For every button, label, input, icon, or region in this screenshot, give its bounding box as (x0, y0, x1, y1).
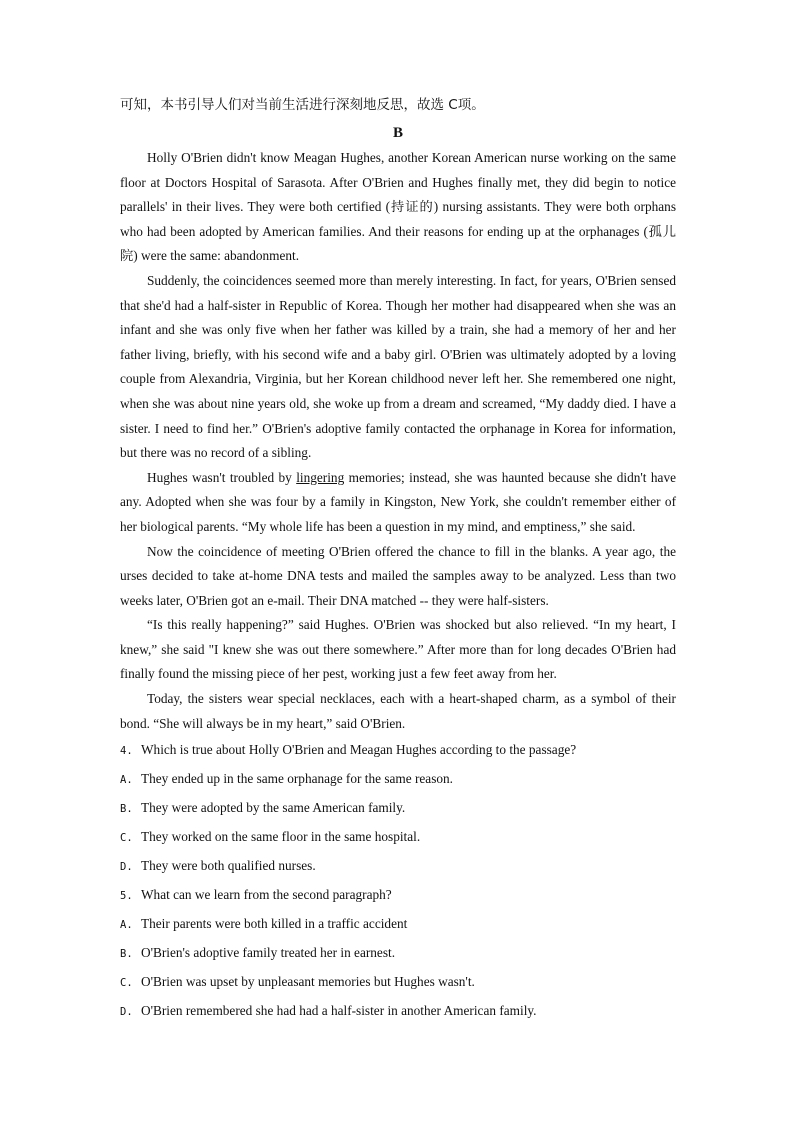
option-letter: B. (120, 948, 133, 961)
option-letter: A. (120, 774, 133, 787)
option-text: O'Brien was upset by unpleasant memories but Hughes wasn't. (141, 974, 475, 990)
option-letter: C. (120, 832, 133, 845)
option-letter: D. (120, 1006, 133, 1019)
question-stem (120, 736, 676, 765)
option-b (120, 794, 676, 823)
option-text: O'Brien remembered she had had a half-sister in another American family. (141, 1003, 537, 1019)
option-d (120, 852, 676, 881)
option-c (120, 823, 676, 852)
passage-paragraph-1: Holly O'Brien didn't know Meagan Hughes, another Korean American nurse working on the same floor at Doctors Hospital of Sarasota. After O'Brien and Hughes finally met, they did begin to notice parallels' in their lives. They were both certified (持证的) nursing assistants. They were both orphans who had been adopted by American families. And their reasons for ending up at the orphanages (孤儿院) were the same: abandonment. (120, 150, 676, 264)
question-number: 4. (120, 745, 133, 758)
paragraph-3-text-after: memories; instead, she was haunted because she didn't have any. Adopted when she was four by a family in Kingston, New York, she couldn't remember either of her biological parents. “My whole life has been a question in my mind, and emptiness,” she said. (120, 469, 676, 534)
option-c (120, 968, 676, 997)
option-a (120, 765, 676, 794)
underlined-word: lingering (296, 469, 345, 485)
passage-paragraph-5: “Is this really happening?” said Hughes. O'Brien was shocked but also relieved. “In my heart, I knew,” she said "I knew she was out there somewhere.” After more than for long decades O'Brien had finally found the missing piece of her pest, working just a few feet away from her. (120, 617, 676, 682)
option-letter: C. (120, 977, 133, 990)
question-text: What can we learn from the second paragraph? (141, 887, 392, 903)
question-5 (120, 881, 676, 1026)
passage-paragraph-2: Suddenly, the coincidences seemed more than merely interesting. In fact, for years, O'Brien sensed that she'd had a half-sister in Republic of Korea. Though her mother had disappeared when she was an infant and she was only five when her father was killed by a train, she had a memory of her and her father living, briefly, with his second wife and a baby girl. O'Brien was ultimately adopted by a loving couple from Alexandria, Virginia, but her Korean childhood never left her. She remembered one night, when she was about nine years old, she woke up from a dream and screamed, “My daddy died. I have a sister. I need to find her.” O'Brien's adoptive family contacted the orphanage in Korea for information, but there was no record of a sibling. (120, 272, 676, 461)
option-b (120, 939, 676, 968)
option-letter: B. (120, 803, 133, 816)
option-a (120, 910, 676, 939)
option-letter: D. (120, 861, 133, 874)
option-d (120, 997, 676, 1026)
document-page (120, 94, 676, 1026)
question-text: Which is true about Holly O'Brien and Meagan Hughes according to the passage? (141, 742, 577, 758)
option-text: They were adopted by the same American family. (141, 800, 406, 816)
paragraph-3-text-before: Hughes wasn't troubled by (147, 469, 297, 485)
passage-paragraph-4: Now the coincidence of meeting O'Brien offered the chance to fill in the blanks. A year ago, the urses decided to take at-home DNA tests and mailed the samples away to be analyzed. Less than two weeks later, O'Brien got an e-mail. Their DNA matched -- they were half-sisters. (120, 543, 676, 608)
option-text: Their parents were both killed in a traffic accident (141, 916, 408, 932)
option-text: They ended up in the same orphanage for the same reason. (141, 771, 453, 787)
section-label: B (392, 125, 403, 141)
question-4 (120, 736, 676, 881)
question-stem (120, 881, 676, 910)
question-number: 5. (120, 890, 133, 903)
option-text: They were both qualified nurses. (141, 858, 316, 874)
option-text: O'Brien's adoptive family treated her in earnest. (141, 945, 396, 961)
option-text: They worked on the same floor in the same hospital. (141, 829, 421, 845)
passage-paragraph-6: Today, the sisters wear special necklaces, each with a heart-shaped charm, as a symbol of their bond. “She will always be in my heart,” said O'Brien. (120, 691, 676, 731)
passage-paragraph-3 (120, 466, 676, 540)
intro-line: 可知，本书引导人们对当前生活进行深刻地反思，故选 C项。 (120, 97, 485, 113)
option-letter: A. (120, 919, 133, 932)
